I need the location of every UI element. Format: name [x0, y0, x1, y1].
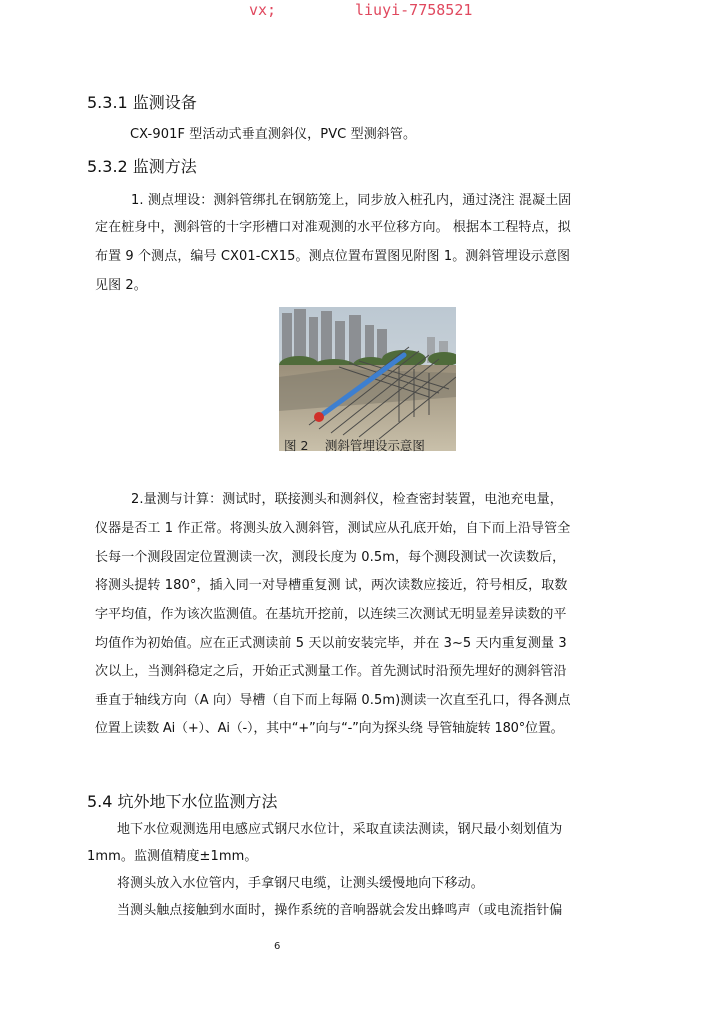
para1-line: 1. 测点埋设：测斜管绑扎在钢筋笼上，同步放入桩孔内，通过浇注 混凝土固	[131, 193, 572, 208]
para2-line: 字平均值，作为该次监测值。在基坑开挖前，以连续三次测试无明显差异读数的平	[95, 607, 567, 622]
para1-line: 定在桩身中，测斜管的十字形槽口对准观测的水平位移方向。 根据本工程特点，拟	[95, 220, 571, 235]
para1-line: 见图 2。	[95, 278, 147, 293]
inclinometer-photo	[279, 307, 456, 451]
watermark	[0, 0, 724, 22]
para2-line: 位置上读数 Ai（+）、Ai（-），其中“+”向与“-”向为探头绕 导管轴旋转 180°位置。	[95, 721, 564, 736]
equipment-text: CX-901F 型活动式垂直测斜仪，PVC 型测斜管。	[130, 127, 417, 142]
section-5-4-line: 将测头放入水位管内，手拿钢尺电缆，让测头缓慢地向下移动。	[117, 876, 484, 891]
para2-line: 2.量测与计算：测试时，联接测头和测斜仪，检查密封装置，电池充电量，	[131, 492, 563, 507]
watermark-right: liuyi-7758521	[355, 1, 473, 19]
heading-5-3-2: 5.3.2 监测方法	[87, 157, 197, 176]
photo-illustration	[279, 307, 456, 451]
watermark-left: vx;	[249, 1, 277, 19]
figure-caption: 图 2 测斜管埋设示意图	[284, 438, 425, 453]
para2-line: 长每一个测段固定位置测读一次，测段长度为 0.5m，每个测段测试一次读数后，	[95, 550, 566, 565]
section-5-4-line: 1mm。监测值精度±1mm。	[87, 849, 258, 864]
page-number: 6	[274, 941, 281, 952]
heading-5-4: 5.4 坑外地下水位监测方法	[87, 792, 278, 811]
section-5-4-line: 地下水位观测选用电感应式钢尺水位计，采取直读法测读，钢尺最小刻划值为	[117, 822, 563, 837]
pipe-end-cap	[314, 412, 324, 422]
para2-line: 次以上，当测斜稳定之后，开始正式测量工作。首先测试时沿预先埋好的测斜管沿	[95, 664, 567, 679]
para1-line: 布置 9 个测点，编号 CX01-CX15。测点位置布置图见附图 1。测斜管埋设示意图	[95, 249, 571, 264]
para2-line: 将测头提转 180°，插入同一对导槽重复测 试，两次读数应接近，符号相反，取数	[95, 578, 568, 593]
section-5-4-line: 当测头触点接触到水面时，操作系统的音响器就会发出蜂鸣声（或电流指针偏	[117, 903, 563, 918]
para2-line: 垂直于轴线方向（A 向）导槽（自下而上每隔 0.5m)测读一次直至孔口，得各测点	[95, 693, 571, 708]
para2-line: 仪器是否工 1 作正常。将测头放入测斜管，测试应从孔底开始，自下而上沿导管全	[95, 521, 571, 536]
heading-5-3-1: 5.3.1 监测设备	[87, 93, 197, 112]
para2-line: 均值作为初始值。应在正式测读前 5 天以前安装完毕，并在 3~5 天内重复测量 3	[95, 636, 567, 651]
